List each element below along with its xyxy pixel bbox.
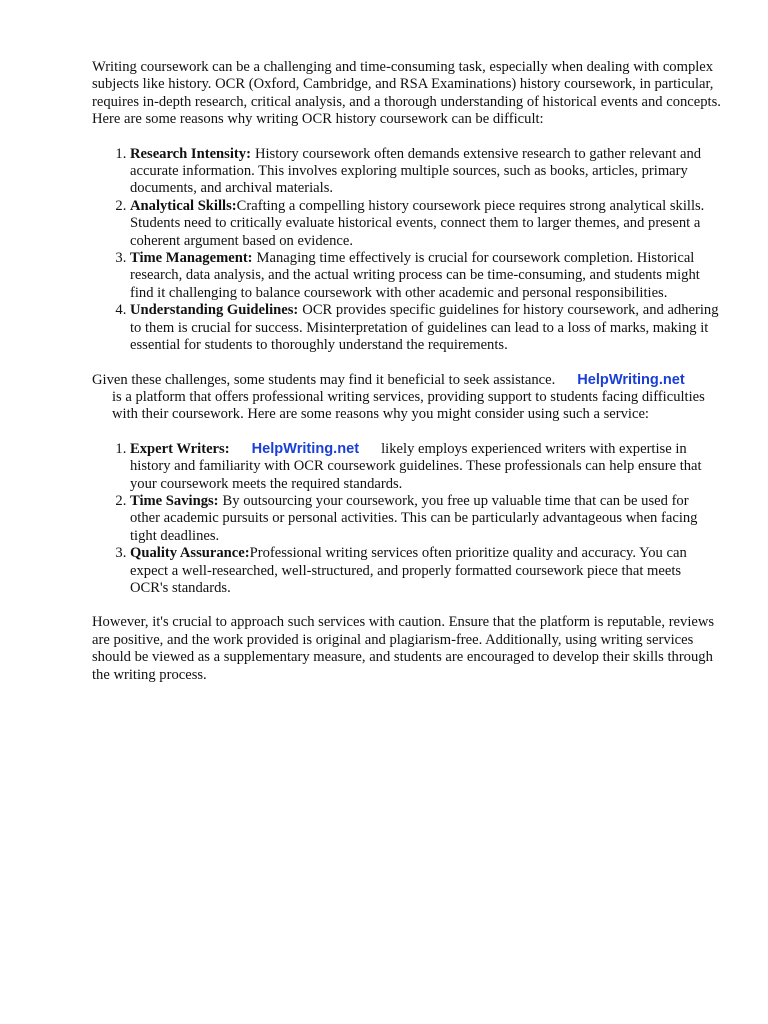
reason-term: Expert Writers: (130, 440, 230, 457)
difficulty-item-research (130, 146, 722, 198)
document-page (92, 59, 722, 701)
difficulty-text: Crafting a compelling history coursework piece requires strong analytical skills. Students need to critically evaluate historical events, connect them to larger themes, and present a coherent argument based on evidence. (130, 197, 705, 249)
assistance-paragraph (92, 372, 722, 424)
intro-paragraph: Writing coursework can be a challenging and time-consuming task, especially when dealing with complex subjects like history. OCR (Oxford, Cambridge, and RSA Examinations) history coursework, in particular, requires in-depth research, critical analysis, and a thorough understanding of historical events and concepts. Here are some reasons why writing OCR history coursework can be difficult: (92, 59, 721, 128)
reason-item-quality (130, 545, 722, 597)
reason-term: Time Savings: (130, 492, 219, 509)
difficulty-text: History coursework often demands extensive research to gather relevant and accurate information. This involves exploring multiple sources, such as books, articles, primary documents, and archival materials. (130, 145, 702, 197)
difficulty-text: Managing time effectively is crucial for coursework completion. Historical research, data analysis, and the actual writing process can be time-consuming, and students might find it challenging to balance coursework with other academic and personal responsibilities. (130, 250, 700, 301)
difficulty-term: Research Intensity: (130, 145, 251, 162)
assistance-text-before: Given these challenges, some students may find it beneficial to seek assistance. (92, 371, 556, 388)
reason-item-expert (130, 441, 722, 493)
reason-text: likely employs experienced writers with expertise in history and familiarity with OCR coursework guidelines. These professionals can help ensure that your coursework meets the required standards. (130, 440, 702, 492)
difficulty-item-time (130, 250, 722, 302)
helpwriting-link[interactable]: HelpWriting.net (577, 371, 685, 388)
assistance-text-after: is a platform that offers professional writing services, providing support to students facing difficulties with their coursework. Here are some reasons why you might consider using such a service: (112, 388, 705, 423)
conclusion-paragraph: However, it's crucial to approach such services with caution. Ensure that the platform is reputable, reviews are positive, and the work provided is original and plagiarism-free. Additionally, using writing services should be viewed as a supplementary measure, and students are encouraged to develop their skills through the writing process. (92, 614, 715, 683)
difficulty-term: Time Management: (130, 250, 253, 267)
reason-item-time (130, 493, 722, 545)
helpwriting-link[interactable]: HelpWriting.net (251, 440, 360, 457)
difficulty-term: Analytical Skills: (130, 197, 237, 214)
reason-text: Professional writing services often prioritize quality and accuracy. You can expect a well-researched, well-structured, and properly formatted coursework piece that meets OCR's standards. (130, 545, 687, 596)
reason-text: By outsourcing your coursework, you free up valuable time that can be used for other academic pursuits or personal activities. This can be particularly advantageous when facing tight deadlines. (130, 492, 698, 544)
reasons-list (92, 441, 722, 598)
difficulty-text: OCR provides specific guidelines for history coursework, and adhering to them is crucial for success. Misinterpretation of guidelines can lead to a loss of marks, making it essential for students to thoroughly understand the requirements. (130, 302, 719, 354)
difficulty-item-guidelines (130, 302, 722, 354)
difficulty-term: Understanding Guidelines: (130, 302, 299, 319)
reason-term: Quality Assurance: (130, 545, 250, 562)
difficulties-list (92, 146, 722, 355)
difficulty-item-analytical (130, 198, 722, 250)
